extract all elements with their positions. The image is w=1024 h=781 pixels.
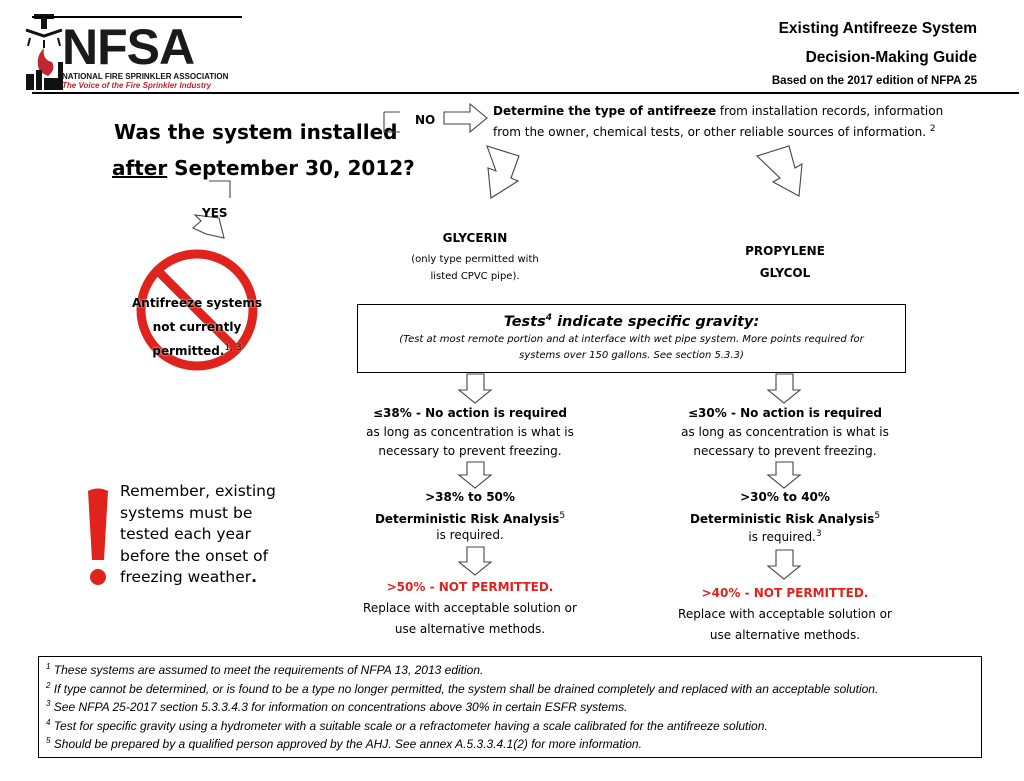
footnote-4	[39, 717, 981, 736]
tests-ref: 4	[545, 313, 553, 324]
propylene-dra-ref: 5	[874, 511, 881, 521]
reminder-period: .	[251, 568, 258, 586]
determine-bold: Determine the type of antifreeze	[493, 104, 717, 118]
logo-org-name: NATIONAL FIRE SPRINKLER ASSOCIATION	[62, 72, 229, 81]
not-permitted-word: permitted.	[152, 344, 225, 358]
footnote-1	[39, 661, 981, 680]
propylene-low-line2: necessary to prevent freezing.	[693, 444, 877, 458]
no-bracket-icon	[384, 112, 400, 132]
tests-note-line2: systems over 150 gallons. See section 5.3.3)	[519, 350, 744, 361]
exclamation-icon	[88, 489, 108, 586]
logo-tagline: The Voice of the Fire Sprinkler Industry	[62, 81, 212, 90]
tests-title	[358, 314, 905, 330]
propylene-high-line1: Replace with acceptable solution or	[678, 607, 892, 621]
footnote-5	[39, 735, 981, 754]
reminder-line4: before the onset of	[120, 546, 269, 565]
footnote-3-text: See NFPA 25-2017 section 5.3.3.4.3 for information on concentrations above 30% in certain ESFR systems.	[53, 700, 628, 714]
yes-bracket-icon	[209, 181, 230, 198]
determine-text1: from installation records, information	[716, 104, 944, 118]
tests-title-rest: indicate specific gravity:	[552, 314, 760, 330]
reminder-line3: tested each year	[120, 525, 251, 543]
propylene-mid-req-ref: 3	[815, 529, 822, 539]
footnote-2-text: If type cannot be determined, or is found to be a type no longer permitted, the system shall be drained completely and replaced with an acceptable solution.	[53, 681, 879, 696]
question-after: after	[112, 156, 168, 180]
tests-note-line1: (Test at most remote portion and at interface with wet pipe system. More points required for	[399, 334, 864, 345]
glycerin-low-result	[345, 404, 595, 461]
glycerin-low-line2: necessary to prevent freezing.	[378, 444, 562, 458]
footnote-3	[39, 698, 981, 717]
propylene-arrow-1-icon	[768, 374, 800, 403]
propylene-high-bold: >40% - NOT PERMITTED.	[701, 586, 869, 600]
glycerin-arrow-3-icon	[459, 547, 491, 575]
glycerin-dra-ref: 5	[559, 511, 566, 521]
glycerin-mid-result	[345, 488, 595, 545]
footnotes-box	[38, 656, 982, 758]
propylene-mid-req-text: is required.	[748, 530, 816, 544]
glycerin-title: GLYCERIN	[442, 231, 508, 245]
footnote-1-text: These systems are assumed to meet the requirements of NFPA 13, 2013 edition.	[53, 663, 484, 677]
footnote-2-num: 2	[46, 680, 51, 690]
reminder-line1: Remember, existing	[120, 482, 276, 500]
propylene-mid-range: >30% to 40%	[740, 490, 830, 504]
reminder-line2: systems must be	[120, 503, 253, 522]
tests-note	[358, 332, 905, 364]
determine-text2: from the owner, chemical tests, or other reliable sources of information.	[493, 125, 927, 139]
yes-label: YES	[202, 206, 228, 220]
glycerin-high-line1: Replace with acceptable solution or	[363, 601, 577, 615]
logo-wordmark: NFSA	[62, 19, 195, 75]
glycerin-arrow-2-icon	[459, 462, 491, 488]
not-permitted-line1: Antifreeze systems	[131, 296, 263, 310]
propylene-title	[710, 240, 860, 284]
propylene-low-line1: as long as concentration is what is	[681, 425, 889, 439]
propylene-arrow-3-icon	[768, 550, 800, 579]
glycerin-note-line1: (only type permitted with	[411, 254, 539, 265]
glycerin-low-bold: ≤38% - No action is required	[373, 406, 567, 420]
propylene-high-result	[660, 584, 910, 645]
no-arrow-icon	[444, 104, 487, 132]
propylene-low-bold: ≤30% - No action is required	[688, 406, 882, 420]
propylene-mid-req	[660, 528, 910, 547]
propylene-arrow-2-icon	[768, 462, 800, 488]
reminder-line5-text: freezing weather	[120, 568, 252, 586]
propylene-line1: PROPYLENE	[745, 244, 825, 258]
question-date: September 30, 2012?	[167, 156, 415, 180]
glycerin-high-bold: >50% - NOT PERMITTED.	[386, 580, 554, 594]
footnote-4-num: 4	[46, 717, 51, 727]
footnote-5-text: Should be prepared by a qualified person approved by the AHJ. See annex A.5.3.3.4.1(2) for more information.	[53, 737, 642, 751]
glycerin-mid-range: >38% to 50%	[425, 490, 515, 504]
not-permitted-text	[122, 291, 272, 363]
header-title: Existing Antifreeze System	[778, 20, 977, 37]
glycerin-note	[390, 251, 560, 285]
footnote-4-text: Test for specific gravity using a hydrometer with a suitable scale or a refractometer having a scale calibrated for the antifreeze solution.	[53, 718, 768, 733]
header-edition: Based on the 2017 edition of NFPA 25	[771, 75, 977, 87]
reminder-line5	[120, 567, 276, 589]
determine-line1	[493, 104, 943, 118]
glycerin-arrow-1-icon	[459, 374, 491, 403]
propylene-dra-text: Deterministic Risk Analysis	[689, 512, 875, 526]
glycerin-dra-text: Deterministic Risk Analysis	[374, 512, 560, 526]
propylene-high-line2: use alternative methods.	[709, 628, 861, 642]
no-label: NO	[415, 113, 436, 127]
footnote-3-num: 3	[46, 699, 51, 708]
propylene-line2: GLYCOL	[759, 266, 811, 280]
footnote-2	[39, 680, 981, 699]
determine-ref: 2	[929, 124, 936, 134]
glycerin-high-result	[345, 578, 595, 639]
glycerin-high-line2: use alternative methods.	[394, 622, 546, 636]
glycerin-down-arrow-icon	[487, 146, 519, 198]
reminder-text	[120, 481, 276, 589]
not-permitted-line3	[122, 339, 272, 363]
glycerin-note-line2: listed CPVC pipe).	[430, 271, 520, 282]
propylene-low-result	[660, 404, 910, 461]
not-permitted-line2: not currently	[152, 320, 242, 334]
footnotes-list	[39, 661, 981, 754]
propylene-mid-dra	[660, 510, 910, 529]
tests-box	[357, 304, 906, 373]
glycerin-low-line1: as long as concentration is what is	[366, 425, 574, 439]
footnote-1-num: 1	[46, 662, 51, 671]
propylene-down-arrow-icon	[757, 146, 802, 196]
tests-title-word: Tests	[503, 314, 546, 330]
footnote-5-num: 5	[46, 736, 51, 745]
determine-line2	[493, 125, 936, 139]
question-line1: Was the system installed	[114, 120, 398, 144]
header-subtitle: Decision-Making Guide	[805, 49, 977, 66]
not-permitted-ref: 1, 3	[224, 343, 242, 353]
glycerin-mid-req: is required.	[436, 528, 504, 542]
propylene-mid-result	[660, 488, 910, 547]
